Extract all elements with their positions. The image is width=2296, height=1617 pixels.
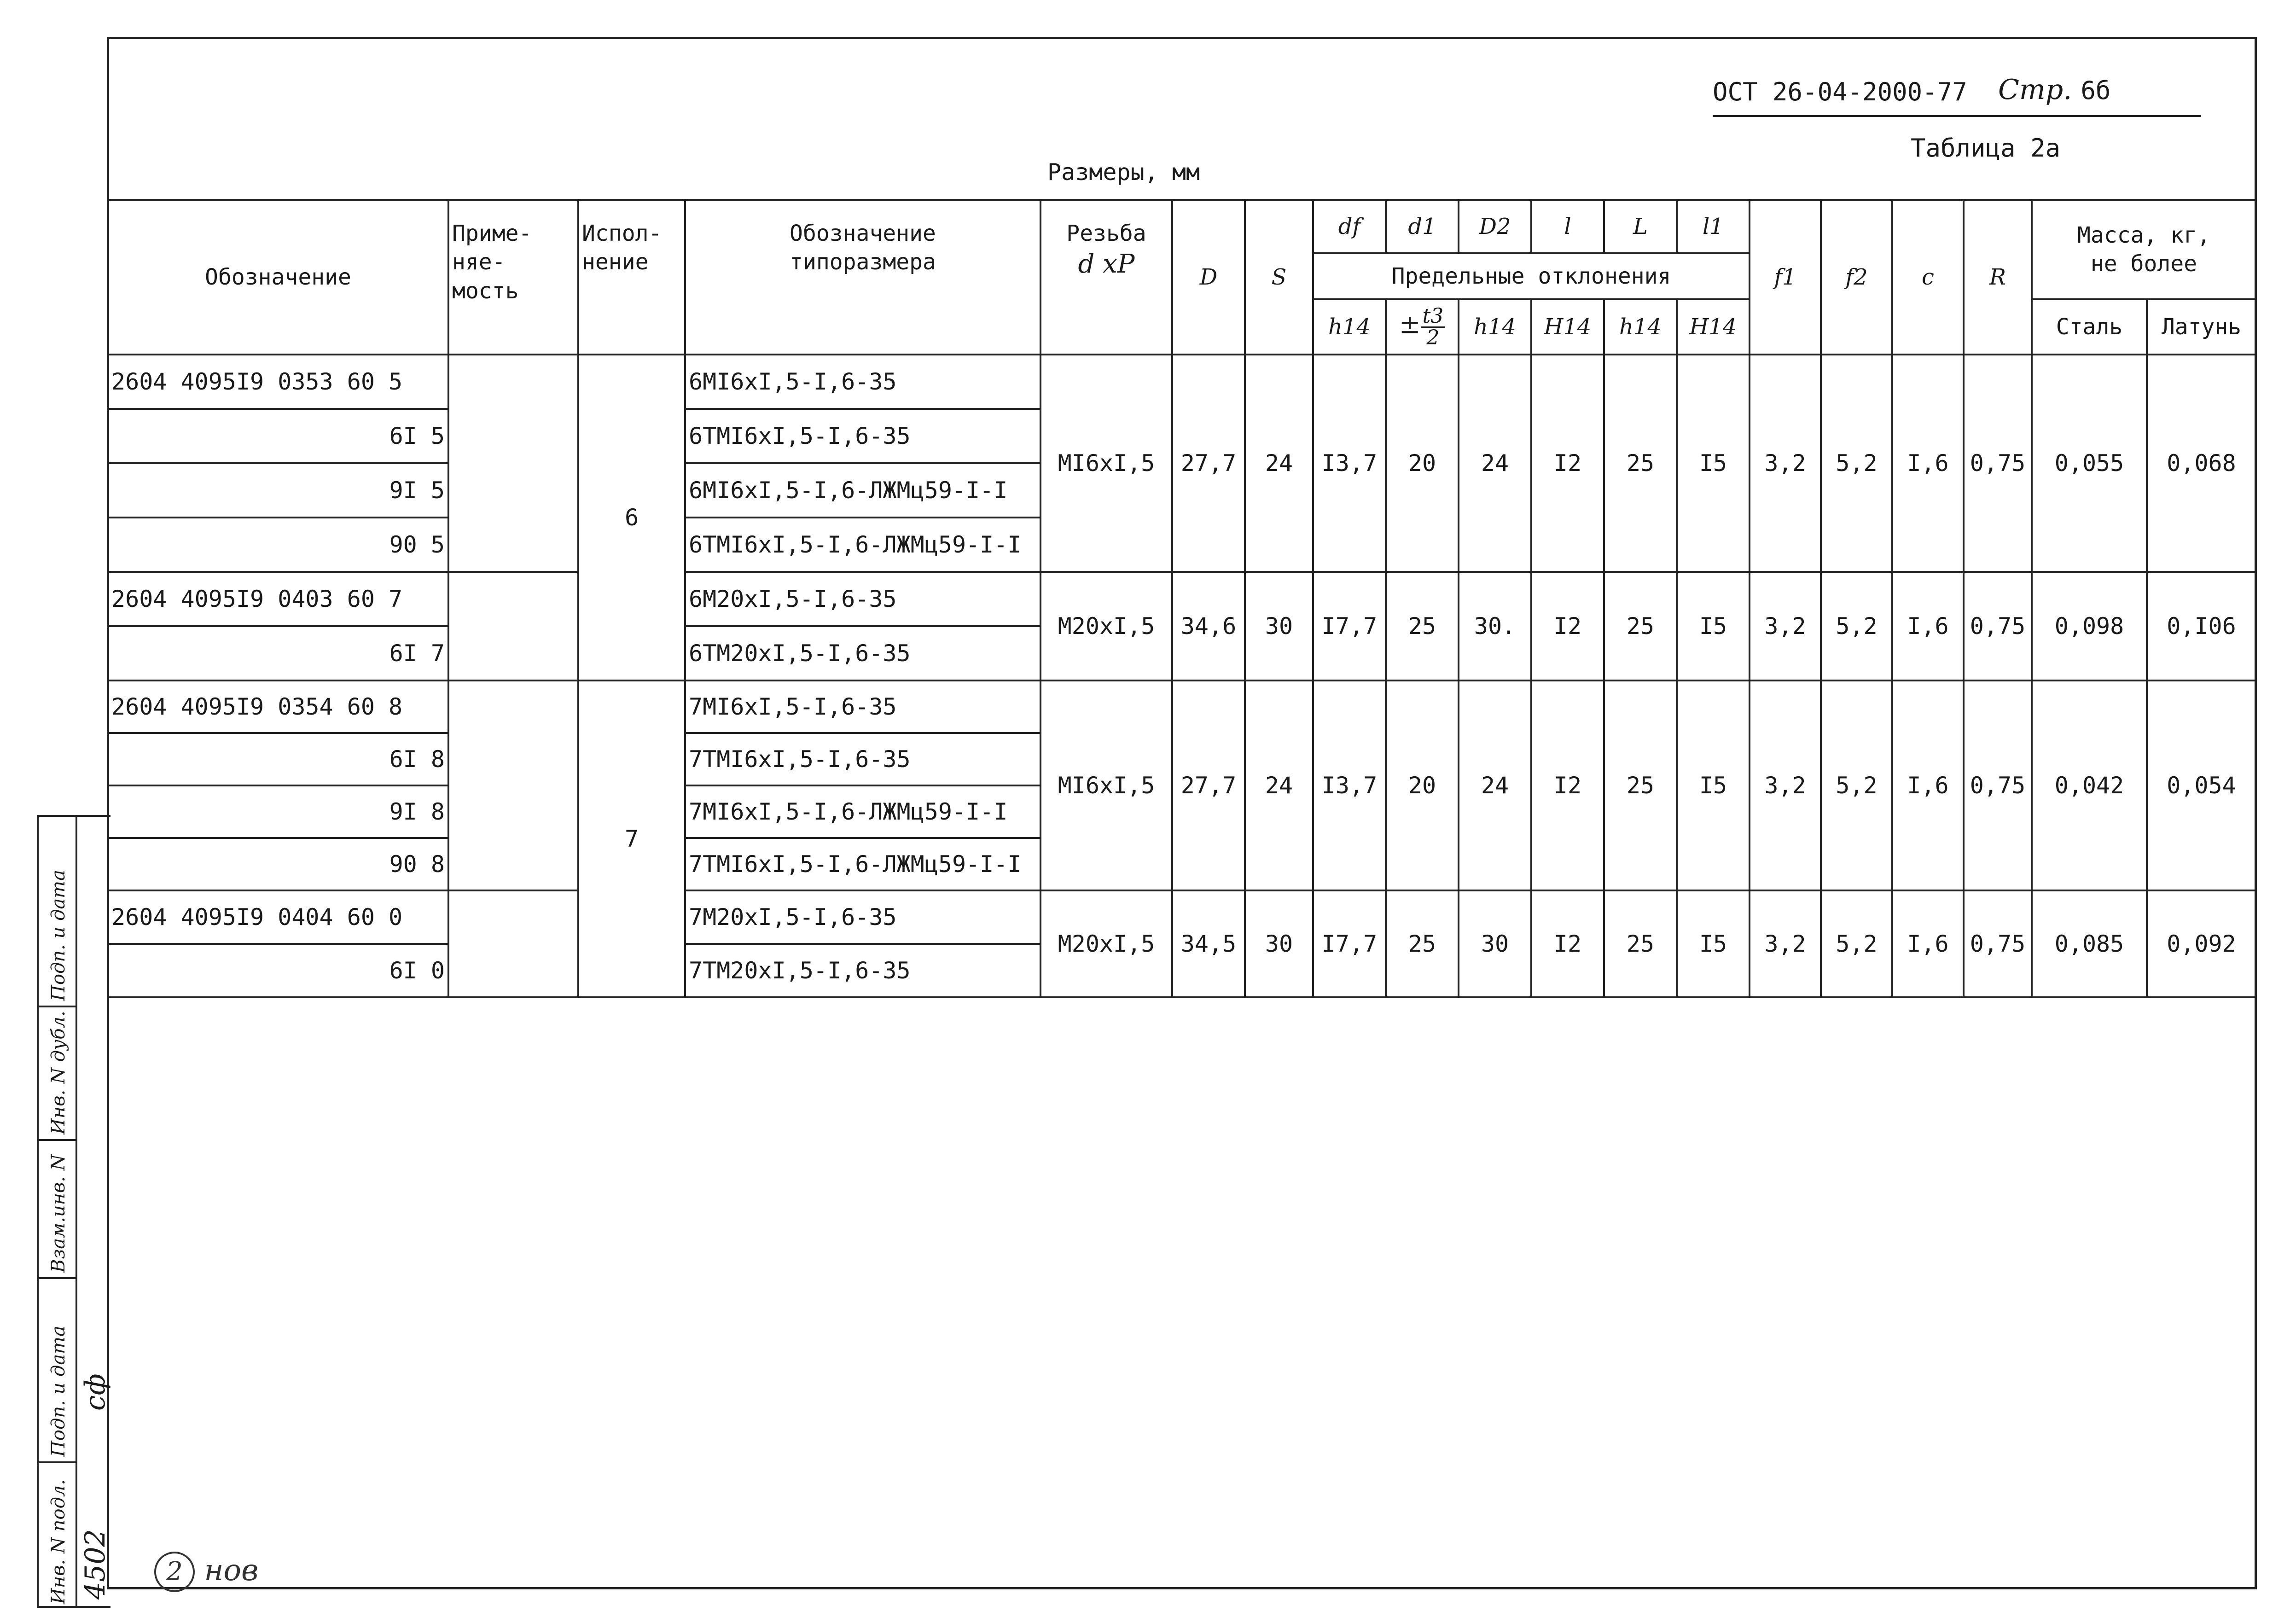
table-row [108, 890, 2256, 944]
d1-cell: 25 [1386, 572, 1459, 681]
size-cell: 7MI6xI,5-I,6-35 [685, 681, 1040, 733]
brass-mass-cell: 0,092 [2147, 890, 2256, 997]
side-label-dup-inv: Инв. N дубл. [48, 1011, 69, 1134]
size-cell: 7TMI6xI,5-I,6-ЛЖМц59-I-I [685, 838, 1040, 890]
revision-text: нов [204, 1553, 259, 1588]
col-l1: l1 [1677, 200, 1750, 253]
D-cell: 34,5 [1172, 890, 1245, 997]
steel-mass-cell: 0,055 [2032, 355, 2147, 572]
applicability-cell [448, 572, 578, 681]
L-cell: 25 [1604, 572, 1677, 681]
signature-mark: сф [79, 1373, 111, 1411]
steel-mass-cell: 0,042 [2032, 681, 2147, 890]
side-label-sign-date: Подп. и дата [48, 870, 69, 1001]
c-cell: I,6 [1892, 681, 1964, 890]
side-label-replace-inv: Взам.инв. N [48, 1154, 69, 1273]
f1-cell: 3,2 [1750, 572, 1821, 681]
steel-mass-cell: 0,085 [2032, 890, 2147, 997]
f2-cell: 5,2 [1821, 890, 1892, 997]
designation-cell: 9I 8 [108, 785, 448, 838]
d1-cell: 20 [1386, 681, 1459, 890]
col-tolerances: Предельные отклонения [1313, 253, 1750, 299]
size-cell: 7TM20xI,5-I,6-35 [685, 944, 1040, 997]
dimensions-caption: Размеры, мм [1047, 159, 1200, 186]
execution-cell: 7 [578, 681, 685, 997]
f2-cell: 5,2 [1821, 681, 1892, 890]
designation-cell: 90 5 [108, 518, 448, 572]
col-f2: f2 [1821, 200, 1892, 355]
df-cell: I7,7 [1313, 572, 1386, 681]
table-row [108, 681, 2256, 733]
applicability-cell [448, 355, 578, 572]
l1-cell: I5 [1677, 890, 1750, 997]
revision-stamp [154, 1552, 258, 1592]
size-cell: 6M20xI,5-I,6-35 [685, 572, 1040, 626]
l-cell: I2 [1531, 355, 1604, 572]
size-cell: 7MI6xI,5-I,6-ЛЖМц59-I-I [685, 785, 1040, 838]
S-cell: 30 [1245, 572, 1313, 681]
side-stamp-row-divider [39, 1006, 76, 1007]
D2-cell: 24 [1459, 681, 1531, 890]
S-cell: 24 [1245, 355, 1313, 572]
designation-cell: 6I 7 [108, 626, 448, 681]
f2-cell: 5,2 [1821, 355, 1892, 572]
designation-cell: 2604 4095I9 0353 60 5 [108, 355, 448, 409]
df-cell: I7,7 [1313, 890, 1386, 997]
side-stamp-row-divider [39, 1139, 76, 1141]
col-f1: f1 [1750, 200, 1821, 355]
side-label-orig-inv: Инв. N подл. [48, 1479, 69, 1604]
designation-cell: 2604 4095I9 0404 60 0 [108, 890, 448, 944]
size-cell: 6MI6xI,5-I,6-ЛЖМц59-I-I [685, 463, 1040, 518]
L-cell: 25 [1604, 890, 1677, 997]
col-execution: Испол- нение [578, 200, 685, 355]
brass-mass-cell: 0,054 [2147, 681, 2256, 890]
L-cell: 25 [1604, 355, 1677, 572]
tol-l: H14 [1531, 299, 1604, 355]
S-cell: 24 [1245, 681, 1313, 890]
inventory-number: 4502 [79, 1529, 111, 1600]
designation-cell: 2604 4095I9 0354 60 8 [108, 681, 448, 733]
c-cell: I,6 [1892, 890, 1964, 997]
side-label-sign-date-2: Подп. и дата [48, 1326, 69, 1457]
c-cell: I,6 [1892, 355, 1964, 572]
col-applicability: Приме- няе- мость [448, 200, 578, 355]
steel-mass-cell: 0,098 [2032, 572, 2147, 681]
size-cell: 6TMI6xI,5-I,6-ЛЖМц59-I-I [685, 518, 1040, 572]
col-thread: Резьба d xP [1040, 200, 1172, 355]
tol-l1: H14 [1677, 299, 1750, 355]
col-L: L [1604, 200, 1677, 253]
size-cell: 6TM20xI,5-I,6-35 [685, 626, 1040, 681]
col-df: df [1313, 200, 1386, 253]
col-mass: Масса, кг, не более [2032, 200, 2256, 299]
dimensions-table [107, 199, 2257, 998]
col-d1: d1 [1386, 200, 1459, 253]
table-row [108, 355, 2256, 409]
applicability-cell [448, 681, 578, 890]
d1-cell: 20 [1386, 355, 1459, 572]
col-S: S [1245, 200, 1313, 355]
designation-cell: 90 8 [108, 838, 448, 890]
brass-mass-cell: 0,I06 [2147, 572, 2256, 681]
l1-cell: I5 [1677, 681, 1750, 890]
side-stamp-row-divider [39, 1277, 76, 1279]
col-steel: Сталь [2032, 299, 2147, 355]
tol-D2: h14 [1459, 299, 1531, 355]
tol-L: h14 [1604, 299, 1677, 355]
size-cell: 7M20xI,5-I,6-35 [685, 890, 1040, 944]
D-cell: 27,7 [1172, 681, 1245, 890]
f2-cell: 5,2 [1821, 572, 1892, 681]
f1-cell: 3,2 [1750, 355, 1821, 572]
size-cell: 7TMI6xI,5-I,6-35 [685, 733, 1040, 785]
col-designation: Обозначение [108, 200, 448, 355]
page-number: Стр. 6б [1998, 74, 2111, 106]
col-R: R [1964, 200, 2032, 355]
l1-cell: I5 [1677, 572, 1750, 681]
thread-cell: M20xI,5 [1040, 890, 1172, 997]
col-D: D [1172, 200, 1245, 355]
applicability-cell [448, 890, 578, 997]
col-brass: Латунь [2147, 299, 2256, 355]
table-row [108, 572, 2256, 626]
designation-cell: 2604 4095I9 0403 60 7 [108, 572, 448, 626]
side-approval-stamp [37, 815, 110, 1608]
side-stamp-row-divider [39, 1461, 76, 1463]
L-cell: 25 [1604, 681, 1677, 890]
tol-df: h14 [1313, 299, 1386, 355]
designation-cell: 6I 0 [108, 944, 448, 997]
D-cell: 27,7 [1172, 355, 1245, 572]
l-cell: I2 [1531, 572, 1604, 681]
df-cell: I3,7 [1313, 355, 1386, 572]
thread-cell: MI6xI,5 [1040, 355, 1172, 572]
side-stamp-divider [76, 817, 77, 1606]
D2-cell: 30. [1459, 572, 1531, 681]
header-rule [1713, 115, 2201, 117]
c-cell: I,6 [1892, 572, 1964, 681]
D2-cell: 30 [1459, 890, 1531, 997]
size-cell: 6TMI6xI,5-I,6-35 [685, 409, 1040, 463]
col-D2: D2 [1459, 200, 1531, 253]
df-cell: I3,7 [1313, 681, 1386, 890]
R-cell: 0,75 [1964, 572, 2032, 681]
col-l: l [1531, 200, 1604, 253]
l1-cell: I5 [1677, 355, 1750, 572]
size-cell: 6MI6xI,5-I,6-35 [685, 355, 1040, 409]
designation-cell: 9I 5 [108, 463, 448, 518]
brass-mass-cell: 0,068 [2147, 355, 2256, 572]
col-size-designation: Обозначение типоразмера [685, 200, 1040, 355]
f1-cell: 3,2 [1750, 890, 1821, 997]
thread-cell: M20xI,5 [1040, 572, 1172, 681]
col-c: c [1892, 200, 1964, 355]
D-cell: 34,6 [1172, 572, 1245, 681]
S-cell: 30 [1245, 890, 1313, 997]
R-cell: 0,75 [1964, 681, 2032, 890]
document-code: ОСТ 26-04-2000-77 [1713, 77, 1967, 106]
l-cell: I2 [1531, 890, 1604, 997]
D2-cell: 24 [1459, 355, 1531, 572]
revision-circle: 2 [154, 1552, 195, 1592]
thread-cell: MI6xI,5 [1040, 681, 1172, 890]
l-cell: I2 [1531, 681, 1604, 890]
designation-cell: 6I 5 [108, 409, 448, 463]
table-title: Таблица 2а [1911, 134, 2061, 163]
tol-d1: ± $\frac{t3}{2}$ [1386, 299, 1459, 355]
execution-cell: 6 [578, 355, 685, 681]
designation-cell: 6I 8 [108, 733, 448, 785]
d1-cell: 25 [1386, 890, 1459, 997]
R-cell: 0,75 [1964, 890, 2032, 997]
R-cell: 0,75 [1964, 355, 2032, 572]
f1-cell: 3,2 [1750, 681, 1821, 890]
